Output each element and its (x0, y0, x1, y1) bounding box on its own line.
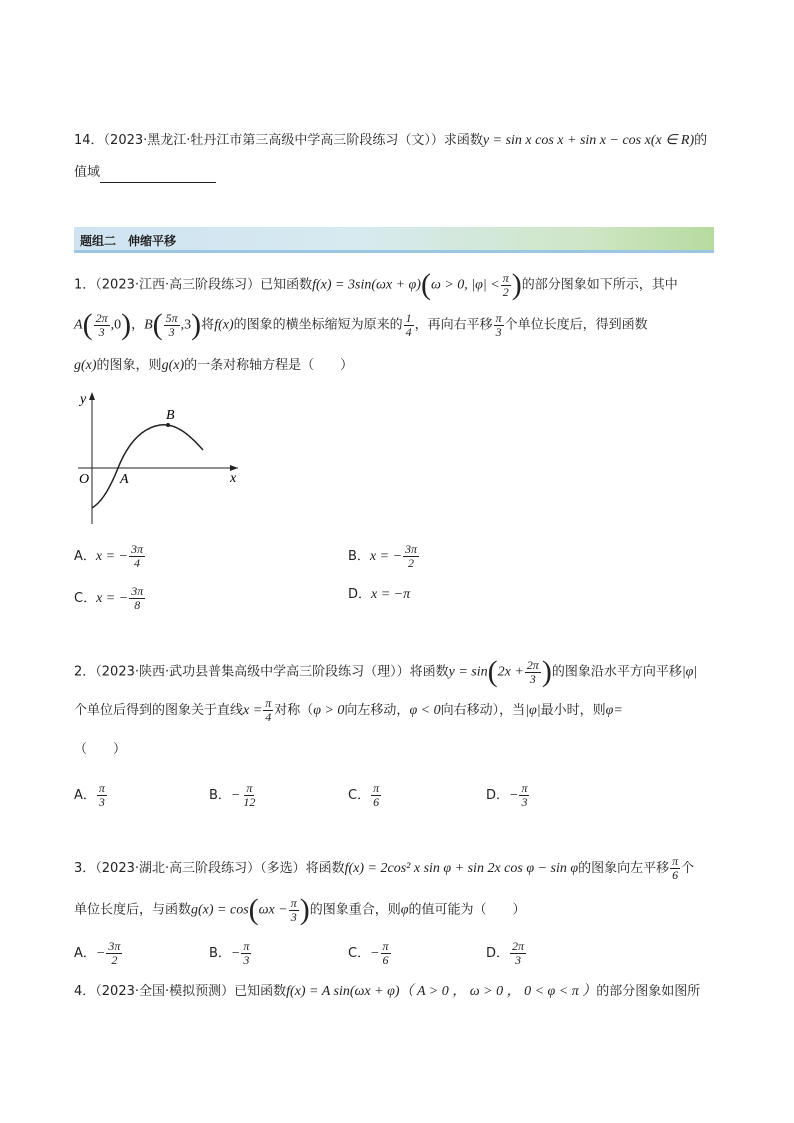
q3-line1: 3．（2023·湖北·高三阶段练习）（多选）将函数f(x) = 2cos² x sin φ + sin 2x cos φ − sin φ的图象向左平移 $\frac{\pi}{6}$ 个 (74, 854, 695, 882)
q2-option-a[interactable]: A． $\frac{\pi}{3}$ (74, 781, 105, 809)
section-title: 题组二 伸缩平移 (80, 234, 177, 248)
q1-option-c[interactable]: C．x = − $\frac{3\pi}{8}$ (74, 584, 144, 612)
q14-domain: (x ∈ R) (650, 133, 695, 148)
answer-blank[interactable] (100, 168, 216, 183)
section-header (74, 227, 714, 253)
q1-line3: g(x)的图象，则g(x)的一条对称轴方程是（ ） (74, 358, 354, 373)
sine-graph (70, 388, 250, 528)
q2-option-c[interactable]: C． $\frac{\pi}{6}$ (348, 781, 380, 809)
point-a: A (74, 317, 83, 333)
q14-function: y = sin x cos x + sin x − cos x (482, 133, 651, 148)
q3-line2: 单位长度后，与函数g(x) = cos(ωx − $\frac{\pi}{3}$ )的图象重合，则φ的值可能为（ ） (74, 893, 526, 926)
fraction: $\frac{\pi}{2}$ (502, 270, 509, 299)
q1-option-a[interactable]: A．x = − $\frac{3\pi}{4}$ (74, 542, 144, 570)
q3-option-a[interactable]: A．− $\frac{3\pi}{2}$ (74, 939, 121, 967)
q1-line1: 1．（2023·江西·高三阶段练习）已知函数f(x) = 3sin(ωx + φ)(ω > 0, |φ| < $\frac{\pi}{2}$ )的部分图象如下所示，其中 (74, 268, 678, 301)
point-b-label: B (166, 408, 175, 423)
q3-option-c[interactable]: C．− $\frac{\pi}{6}$ (348, 939, 389, 967)
y-axis-label: y (80, 392, 87, 407)
q3-option-b[interactable]: B．− $\frac{\pi}{3}$ (209, 939, 250, 967)
q2-option-b[interactable]: B．− $\frac{\pi}{12}$ (209, 781, 256, 809)
x-axis-label: x (230, 471, 237, 486)
q2-option-d[interactable]: D．− $\frac{\pi}{3}$ (486, 781, 528, 809)
y-axis-arrow (89, 392, 95, 400)
origin-label: O (79, 472, 90, 487)
point-b: B (144, 317, 153, 333)
q4-line1: 4．（2023·全国·模拟预测）已知函数f(x) = A sin(ωx + φ)（ A > 0 ， ω > 0 ， 0 < φ < π ）的部分图象如图所 (74, 984, 701, 999)
q14-line1: 14．（2023·黑龙江·牡丹江市第三高级中学高三阶段练习（文））求函数y = sin x cos x + sin x − cos x(x ∈ R)的 (74, 133, 708, 148)
q1-option-b[interactable]: B．x = − $\frac{3\pi}{2}$ (348, 542, 418, 570)
q2-line2: 个单位后得到的图象关于直线x = $\frac{\pi}{4}$ 对称（φ > 0向左移动，φ < 0向右移动），当|φ|最小时，则φ= (74, 696, 623, 724)
point-b-marker (166, 423, 170, 427)
q2-line1: 2．（2023·陕西·武功县普集高级中学高三阶段练习（理））将函数y = sin(2x + $\frac{2\pi}{3}$ )的图象沿水平方向平移|φ| (74, 655, 698, 688)
point-a-label: A (120, 472, 129, 487)
q1-line2: A( $\frac{2\pi}{3}$ ,0)，B( $\frac{5\pi}{3}$ ,3)将f(x)的图象的横坐标缩短为原来的 $\frac{1}{4}$ ，再向右平移 $\frac{\pi}{3}$ 个单位长度后，得到函数 (74, 308, 648, 341)
q14-line2: 值域 (74, 163, 216, 183)
q1-option-d[interactable]: D．x = −π (348, 587, 411, 602)
sine-curve (92, 425, 203, 508)
q3-option-d[interactable]: D． $\frac{2\pi}{3}$ (486, 939, 525, 967)
q2-line3: （ ） (74, 742, 127, 757)
